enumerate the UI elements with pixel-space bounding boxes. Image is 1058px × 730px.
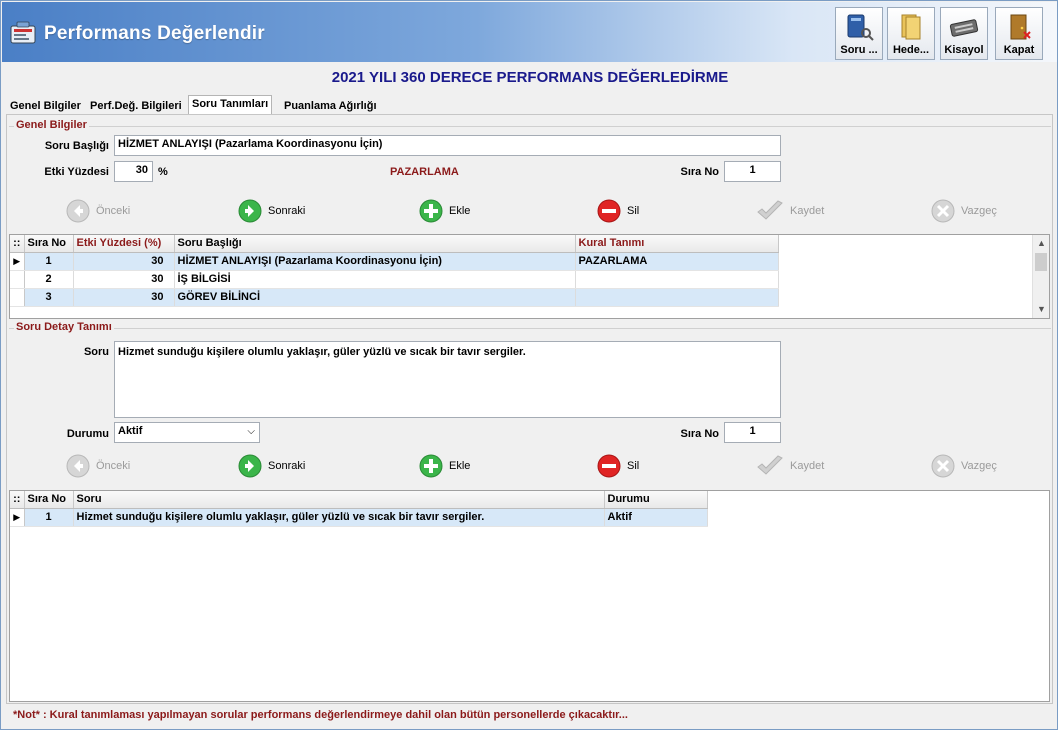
arrow-right-icon [238, 199, 262, 223]
plus-icon [419, 454, 443, 478]
kaydet-label: Kaydet [790, 205, 825, 217]
sil-button[interactable] [597, 198, 639, 224]
detay-sira-no-input[interactable]: 1 [724, 422, 781, 443]
table-row[interactable] [10, 288, 778, 306]
cell-kural[interactable] [575, 288, 778, 306]
title-bar [2, 2, 1057, 62]
chevron-down-icon: ⌵ [247, 426, 255, 437]
sonraki-label: Sonraki [268, 460, 306, 472]
sil-label: Sil [627, 205, 640, 217]
vazgec-label: Vazgeç [961, 205, 997, 217]
scroll-thumb[interactable] [1035, 253, 1047, 271]
footnote-text: *Not* : Kural tanımlaması yapılmayan sorular performans değerlendirmeye dahil olan bütün personellerde çıkacaktır... [13, 709, 628, 721]
folders-icon [894, 12, 928, 42]
ekle-button[interactable] [419, 198, 470, 224]
durumu-select[interactable] [114, 422, 260, 443]
cell-kural[interactable]: PAZARLAMA [575, 252, 778, 270]
table-row[interactable] [10, 252, 778, 270]
cell-kural[interactable] [575, 270, 778, 288]
plus-icon [419, 199, 443, 223]
soru-grid[interactable] [9, 234, 1050, 319]
tab-genel-bilgiler[interactable]: Genel Bilgiler [6, 97, 85, 115]
check-icon [756, 454, 784, 478]
row-indicator-icon: ▶ [10, 252, 24, 270]
onceki-button[interactable] [66, 198, 130, 224]
row-indicator [10, 288, 24, 306]
onceki-label: Önceki [96, 460, 131, 472]
etki-yuzdesi-label: Etki Yüzdesi [44, 166, 109, 178]
toolbar-button-label: Kisayol [944, 44, 984, 56]
column-header-sira-no[interactable]: Sıra No [24, 491, 73, 508]
check-icon [756, 199, 784, 223]
cell-sira-no[interactable]: 3 [24, 288, 73, 306]
row-indicator [10, 270, 24, 288]
detay-ekle-button[interactable] [419, 453, 470, 479]
tab-perf-deg-bilgileri[interactable]: Perf.Değ. Bilgileri [86, 97, 186, 115]
arrow-right-icon [238, 454, 262, 478]
column-header-kural-tanimi[interactable]: Kural Tanımı [575, 235, 778, 252]
minus-icon [597, 199, 621, 223]
soru-navbar [1, 198, 1058, 224]
toolbar-button-label: Hede... [892, 44, 930, 56]
durumu-selected-value: Aktif [118, 425, 143, 437]
kapat-toolbar-button[interactable] [995, 7, 1043, 60]
cell-etki[interactable]: 30 [73, 252, 174, 270]
arrow-left-icon [66, 199, 90, 223]
sira-no-input[interactable]: 1 [724, 161, 781, 182]
etki-yuzdesi-input[interactable]: 30 [114, 161, 153, 182]
cell-soru-basligi[interactable]: HİZMET ANLAYIŞI (Pazarlama Koordinasyonu İçin) [174, 252, 575, 270]
cell-soru[interactable]: Hizmet sunduğu kişilere olumlu yaklaşır, güler yüzlü ve sıcak bir tavır sergiler. [73, 508, 604, 526]
column-header-durumu[interactable]: Durumu [604, 491, 707, 508]
genel-group-title: Genel Bilgiler [16, 119, 87, 131]
group-divider [9, 126, 1051, 127]
detay-sonraki-button[interactable] [238, 453, 305, 479]
cell-soru-basligi[interactable]: GÖREV BİLİNCİ [174, 288, 575, 306]
sil-label: Sil [627, 460, 640, 472]
column-header-sira-no[interactable]: Sıra No [24, 235, 73, 252]
soru-label: Soru [83, 346, 109, 358]
column-header-soru-basligi[interactable]: Soru Başlığı [174, 235, 575, 252]
detay-kaydet-button[interactable] [756, 453, 824, 479]
vazgec-button[interactable] [931, 198, 997, 224]
cancel-icon [931, 454, 955, 478]
door-exit-icon [1002, 12, 1036, 42]
ekle-label: Ekle [449, 205, 471, 217]
detay-sira-no-label: Sıra No [680, 428, 719, 440]
soru-toolbar-button[interactable] [835, 7, 883, 60]
minus-icon [597, 454, 621, 478]
column-header-etki-yuzdesi[interactable]: Etki Yüzdesi (%) [73, 235, 174, 252]
cell-sira-no[interactable]: 1 [24, 508, 73, 526]
kural-tanimi-text: PAZARLAMA [390, 166, 459, 178]
sira-no-label: Sıra No [680, 166, 719, 178]
soru-textarea[interactable]: Hizmet sunduğu kişilere olumlu yaklaşır, güler yüzlü ve sıcak bir tavır sergiler. [114, 341, 781, 418]
detay-group-title: Soru Detay Tanımı [16, 321, 112, 333]
kaydet-label: Kaydet [790, 460, 825, 472]
vazgec-label: Vazgeç [961, 460, 997, 472]
detay-navbar [1, 453, 1058, 479]
column-header-soru[interactable]: Soru [73, 491, 604, 508]
onceki-label: Önceki [96, 205, 131, 217]
cell-soru-basligi[interactable]: İŞ BİLGİSİ [174, 270, 575, 288]
toolbar-button-label: Kapat [1003, 44, 1035, 56]
cell-sira-no[interactable]: 2 [24, 270, 73, 288]
cell-etki[interactable]: 30 [73, 270, 174, 288]
soru-basligi-input[interactable]: HİZMET ANLAYIŞI (Pazarlama Koordinasyonu İçin) [114, 135, 781, 156]
durumu-label: Durumu [66, 428, 109, 440]
page-heading: 2021 YILI 360 DERECE PERFORMANS DEĞERLEDİRME [331, 69, 729, 86]
cell-durumu[interactable]: Aktif [604, 508, 707, 526]
kisayol-toolbar-button[interactable] [940, 7, 988, 60]
toolbar-button-label: Soru ... [840, 44, 878, 56]
cancel-icon [931, 199, 955, 223]
kaydet-button[interactable] [756, 198, 824, 224]
scroll-down-icon[interactable]: ▼ [1037, 304, 1046, 314]
ekle-label: Ekle [449, 460, 471, 472]
arrow-left-icon [66, 454, 90, 478]
percent-unit: % [158, 166, 168, 178]
keyboard-icon [947, 12, 981, 42]
app-logo-icon [9, 20, 39, 48]
table-row[interactable] [10, 508, 707, 526]
grid-corner: :: [10, 491, 24, 508]
grid-corner: :: [10, 235, 24, 252]
hedef-toolbar-button[interactable] [887, 7, 935, 60]
soru-basligi-label: Soru Başlığı [44, 140, 109, 152]
window-title: Performans Değerlendir [44, 23, 265, 44]
scroll-up-icon[interactable]: ▲ [1037, 238, 1046, 248]
soru-grid-scrollbar[interactable] [1032, 235, 1049, 318]
table-row[interactable] [10, 270, 778, 288]
soru-detay-grid[interactable] [9, 490, 1050, 702]
row-indicator-icon: ▶ [10, 508, 24, 526]
book-key-icon [842, 12, 876, 42]
tab-soru-tanimlari[interactable]: Soru Tanımları [188, 95, 272, 115]
detay-onceki-button[interactable] [66, 453, 130, 479]
group-divider [9, 328, 1051, 329]
sonraki-label: Sonraki [268, 205, 306, 217]
detay-sil-button[interactable] [597, 453, 639, 479]
cell-sira-no[interactable]: 1 [24, 252, 73, 270]
detay-vazgec-button[interactable] [931, 453, 997, 479]
cell-etki[interactable]: 30 [73, 288, 174, 306]
tab-puanlama-agirligi[interactable]: Puanlama Ağırlığı [280, 97, 381, 115]
sonraki-button[interactable] [238, 198, 305, 224]
